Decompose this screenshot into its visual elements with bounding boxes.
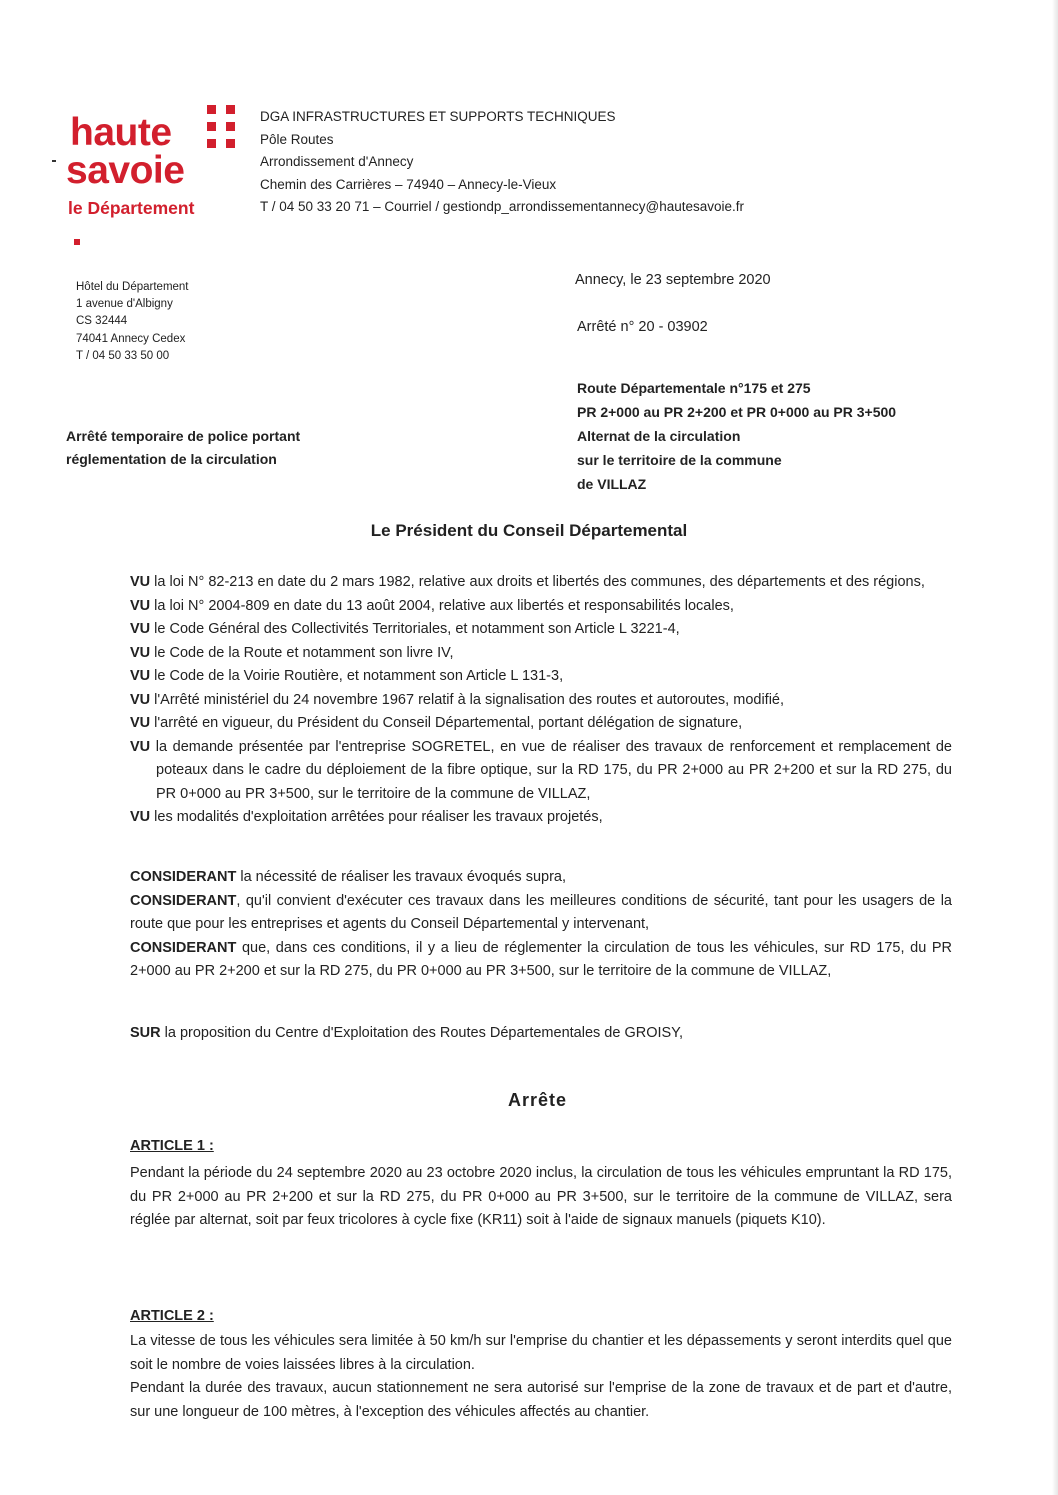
vu-list [130,571,952,830]
considerant-item: CONSIDERANT, qu'il convient d'exécuter ces travaux dans les meilleures conditions de sécurité, tant pour les usagers de la route que pour les entreprises et agents du Conseil Départemental y intervenant, [130,892,952,932]
route-line: Alternat de la circulation [577,428,741,444]
header-line: DGA INFRASTRUCTURES ET SUPPORTS TECHNIQUES [260,109,616,124]
route-line: de VILLAZ [577,476,647,492]
object-line: réglementation de la circulation [66,451,277,467]
route-subject [577,376,896,496]
article-paragraph: Pendant la durée des travaux, aucun stationnement ne sera autorisé sur l'emprise de la zone de travaux et de part et d'autre, sur une longueur de 100 mètres, à l'exception des véhicules affectés au chantier. [130,1380,952,1420]
article-1-heading: ARTICLE 1 : [130,1138,214,1154]
scan-mark [52,160,56,162]
vu-item: VU l'arrêté en vigueur, du Président du Conseil Départemental, portant délégation de signature, [130,715,743,731]
address-line: 1 avenue d'Albigny [76,298,173,311]
route-line: Route Départementale n°175 et 275 [577,380,811,396]
logo-bullet-square [74,239,80,245]
address-line: CS 32444 [76,315,128,328]
considerant-item: CONSIDERANT que, dans ces conditions, il y a lieu de réglementer la circulation de tous les véhicules, sur RD 175, du PR 2+000 au PR 2+200 et sur la RD 275, du PR 0+000 au PR 3+500, sur le territoire de la commune de VILLAZ, [130,939,952,979]
route-line: sur le territoire de la commune [577,452,782,468]
logo-square [226,139,235,148]
object-line: Arrêté temporaire de police portant [66,428,301,444]
vu-item: VU le Code de la Voirie Routière, et notamment son Article L 131-3, [130,668,564,684]
article-paragraph: La vitesse de tous les véhicules sera limitée à 50 km/h sur l'emprise du chantier et les dépassements y seront interdits quel que soit le nombre de voies laissées libres à la circulation. [130,1333,952,1373]
logo-square [226,122,235,131]
vu-item: VU les modalités d'exploitation arrêtées pour réaliser les travaux projetés, [130,809,603,825]
vu-item: VU la loi N° 2004-809 en date du 13 août 2004, relative aux libertés et responsabilités locales, [130,597,734,614]
address-line: 74041 Annecy Cedex [76,332,186,345]
president-title: Le Président du Conseil Départemental [370,521,688,540]
considerant-list [130,866,952,984]
header-line: Pôle Routes [260,131,334,147]
vu-item: VU la demande présentée par l'entreprise SOGRETEL, en vue de réaliser des travaux de renforcement et remplacement de poteaux dans le cadre du déploiement de la fibre optique, sur la RD 175, du PR 2+000 au PR 2+200 et sur la RD 275, du PR 0+000 au PR 3+500, sur le territoire de la commune de VILLAZ, [130,738,952,802]
service-header [260,106,744,219]
hotel-address [76,279,189,365]
vu-item: VU l'Arrêté ministériel du 24 novembre 1967 relatif à la signalisation des routes et autoroutes, modifié, [130,691,785,708]
sur-proposition: SUR la proposition du Centre d'Exploitation des Routes Départementales de GROISY, [130,1025,684,1041]
article-paragraph: Pendant la période du 24 septembre 2020 au 23 octobre 2020 inclus, la circulation de tous les véhicules empruntant la RD 175, du PR 2+000 au PR 2+200 et sur la RD 275, du PR 0+000 au PR 3+500, sur le territoire de la commune de VILLAZ, sera réglée par alternat, soit par feux tricolores à cycle fixe (KR11) soit à l'aide de signaux manuels (piquets K10). [130,1165,952,1228]
logo-word-savoie: savoie [66,149,185,192]
address-line: Hôtel du Département [76,281,189,293]
header-line: Arrondissement d'Annecy [260,154,414,169]
document-date: Annecy, le 23 septembre 2020 [575,272,771,288]
article-2-body [130,1330,952,1424]
arrete-number: Arrêté n° 20 - 03902 [577,319,708,335]
vu-item: VU le Code Général des Collectivités Territoriales, et notamment son Article L 3221-4, [130,621,680,637]
vu-item: VU la loi N° 82-213 en date du 2 mars 1982, relative aux droits et libertés des communes, des départements et des régions, [130,574,925,590]
logo-word-departement: le Département [68,198,195,218]
haute-savoie-logo [66,105,246,225]
logo-square [226,105,235,114]
considerant-item: CONSIDERANT la nécessité de réaliser les travaux évoqués supra, [130,869,566,885]
arrete-object [66,425,300,471]
logo-square [207,105,216,114]
header-line: T / 04 50 33 20 71 – Courriel / gestiondp_arrondissementannecy@hautesavoie.fr [260,199,745,214]
article-1-body [130,1162,952,1233]
article-2-heading: ARTICLE 2 : [130,1308,214,1324]
address-line: T / 04 50 33 50 00 [76,349,170,362]
arrete-heading: Arrête [507,1090,568,1110]
logo-square [207,122,216,131]
vu-item: VU le Code de la Route et notamment son livre IV, [130,644,454,661]
page-edge-shadow [1052,0,1058,1495]
logo-word-haute: haute [70,111,172,154]
route-line: PR 2+000 au PR 2+200 et PR 0+000 au PR 3+500 [577,404,897,420]
header-line: Chemin des Carrières – 74940 – Annecy-le-Vieux [260,176,557,192]
logo-square [207,139,216,148]
